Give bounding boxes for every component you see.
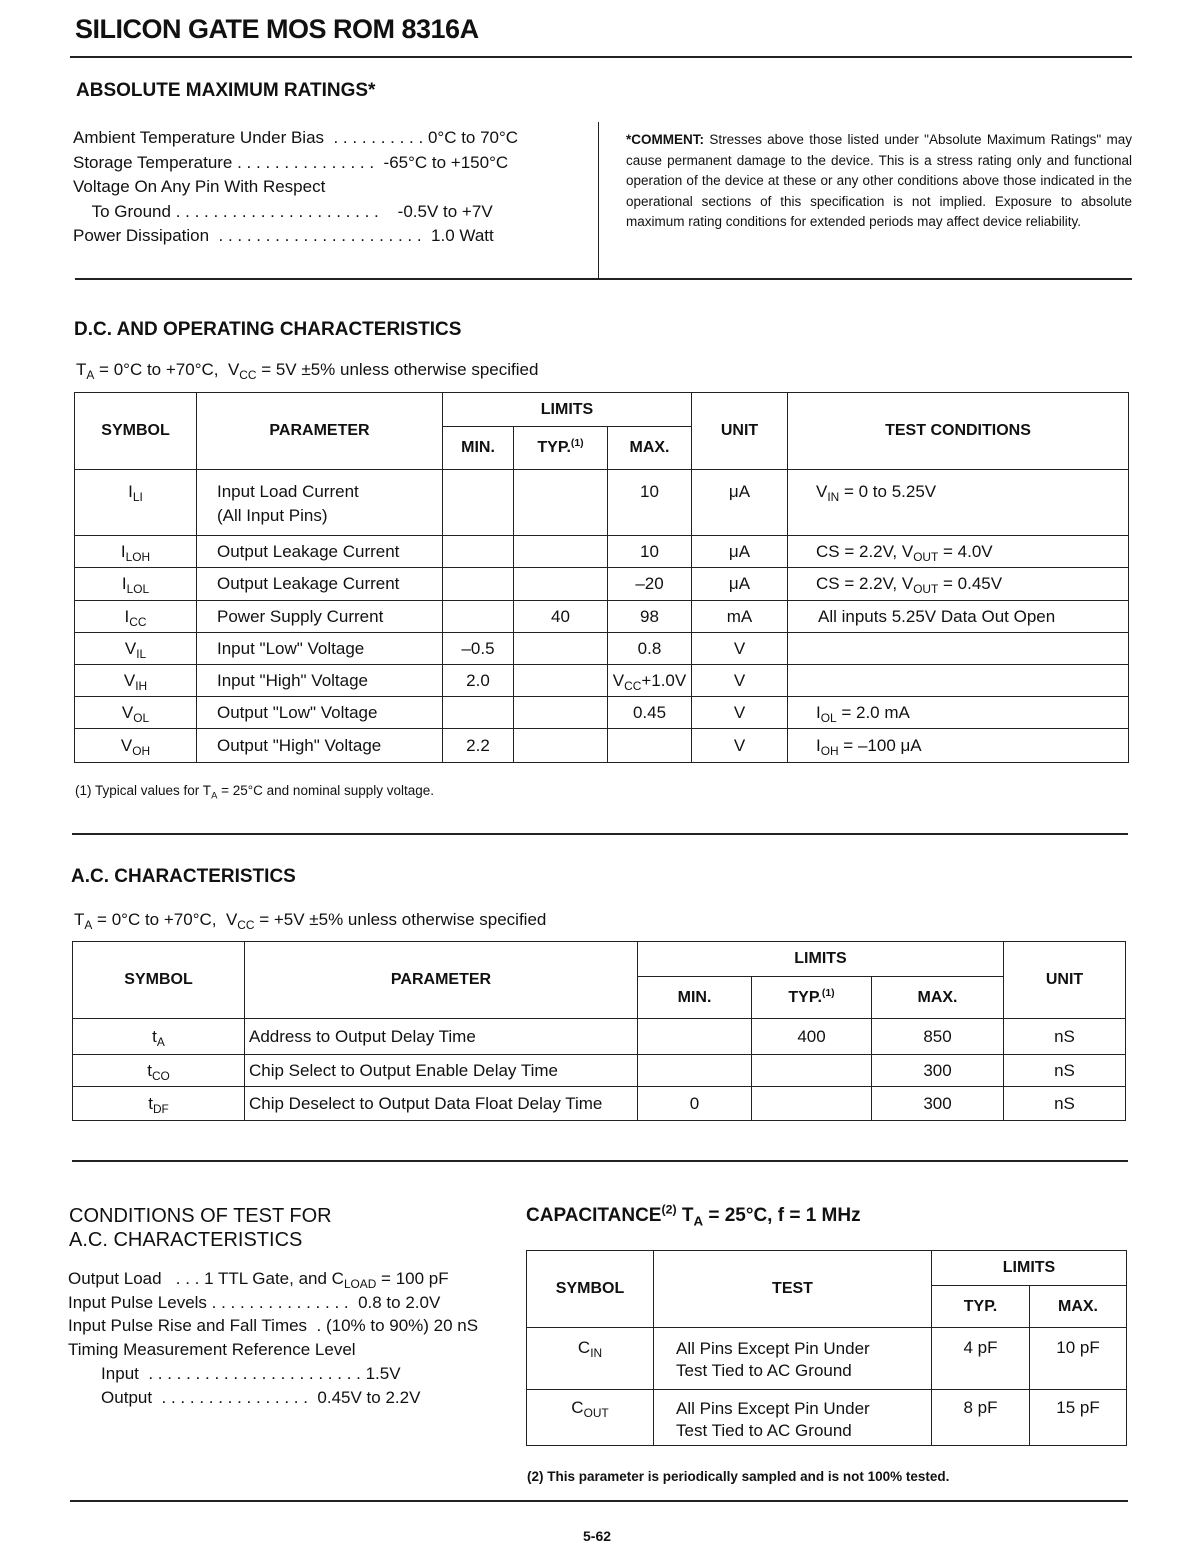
table-row <box>527 1390 1127 1446</box>
ac-col-parameter: PARAMETER <box>245 942 638 1019</box>
ac-min <box>638 1019 752 1055</box>
dc-unit: μA <box>692 536 788 568</box>
dc-sym: $V_{OL}$ <box>75 697 197 729</box>
dc-typ <box>514 536 608 568</box>
cap-col-max: MAX. <box>1030 1286 1127 1328</box>
ac-min <box>638 1055 752 1087</box>
dc-max: 98 <box>608 601 692 633</box>
abs-max-comment <box>626 130 1132 233</box>
dc-sym: $I_{LOL}$ <box>75 568 197 601</box>
dc-param: Output Leakage Current <box>197 536 443 568</box>
ac-unit: nS <box>1004 1019 1126 1055</box>
dc-min <box>443 568 514 601</box>
ac-param: Chip Select to Output Enable Delay Time <box>245 1055 638 1087</box>
dc-sym: $V_{IH}$ <box>75 665 197 697</box>
ac-max: 300 <box>872 1055 1004 1087</box>
table-row <box>75 665 1129 697</box>
test-cond-line: Input Pulse Levels . . . . . . . . . . . . . . . 0.8 to 2.0V <box>68 1292 441 1312</box>
abs-max-list <box>73 126 518 249</box>
dc-footnote: (1) Typical values for $T_A = 25^\circ C$ and nominal supply voltage. <box>75 783 435 802</box>
dc-col-unit: UNIT <box>692 393 788 470</box>
abs-max-line: To Ground . . . . . . . . . . . . . . . . . . . . . . -0.5V to +7V <box>73 201 493 221</box>
abs-max-divider <box>598 122 599 278</box>
dc-sym: $V_{IL}$ <box>75 633 197 665</box>
dc-min: 2.2 <box>443 729 514 763</box>
dc-sym: $V_{OH}$ <box>75 729 197 763</box>
dc-test: All inputs 5.25V Data Out Open <box>788 601 1129 633</box>
cap-col-limits: LIMITS <box>932 1251 1127 1286</box>
test-cond-line: Input . . . . . . . . . . . . . . . . . . . . . . . 1.5V <box>68 1363 401 1383</box>
dc-table <box>74 392 1129 763</box>
ac-unit: nS <box>1004 1055 1126 1087</box>
dc-unit: V <box>692 665 788 697</box>
page-number: 5-62 <box>583 1528 612 1544</box>
table-row <box>73 1087 1126 1121</box>
ac-unit: nS <box>1004 1087 1126 1121</box>
dc-unit: V <box>692 729 788 763</box>
ac-col-typ: TYP.$^{(1)}$ <box>752 977 872 1019</box>
comment-text: Stresses above those listed under "Absolute Maximum Ratings" may cause permanent damage to the device. This is a stress rating only and functional operation of the device at these or any other conditions above those indicated in the operational sections of this specification is not implied. Exposure to absolute maximum rating conditions for extended periods may affect device reliability. <box>626 132 1132 229</box>
ac-typ <box>752 1055 872 1087</box>
dc-col-typ: TYP.$^{(1)}$ <box>514 427 608 470</box>
dc-sym: $I_{CC}$ <box>75 601 197 633</box>
dc-test <box>788 633 1129 665</box>
cap-sym: $C_{OUT}$ <box>527 1390 654 1446</box>
dc-col-max: MAX. <box>608 427 692 470</box>
dc-sym: $I_{LI}$ <box>75 470 197 536</box>
dc-max: 10 <box>608 536 692 568</box>
dc-min: –0.5 <box>443 633 514 665</box>
dc-max <box>608 729 692 763</box>
dc-test: $I_{OL} = 2.0$ mA <box>788 697 1129 729</box>
dc-typ <box>514 633 608 665</box>
table-row <box>75 601 1129 633</box>
ac-heading: A.C. CHARACTERISTICS <box>71 866 296 887</box>
dc-max: 0.8 <box>608 633 692 665</box>
dc-param: Input "Low" Voltage <box>197 633 443 665</box>
dc-min <box>443 601 514 633</box>
abs-max-line: Ambient Temperature Under Bias . . . . . . . . . . 0°C to 70°C <box>73 128 519 147</box>
dc-col-symbol: SYMBOL <box>75 393 197 470</box>
dc-param: Output "High" Voltage <box>197 729 443 763</box>
dc-unit: μA <box>692 568 788 601</box>
table-row <box>73 1055 1126 1087</box>
ac-col-max: MAX. <box>872 977 1004 1019</box>
ac-conditions: $T_A = 0^\circ C$ to +70°C, $V_{CC} = +5V \pm 5\%$ unless otherwise specified <box>74 910 547 933</box>
dc-typ <box>514 470 608 536</box>
cap-max: 10 pF <box>1030 1328 1127 1390</box>
section-rule <box>72 833 1128 835</box>
title-rule <box>70 56 1132 58</box>
dc-param: Output Leakage Current <box>197 568 443 601</box>
test-cond-heading: CONDITIONS OF TEST FOR A.C. CHARACTERISTICS <box>69 1205 332 1251</box>
ac-param: Chip Deselect to Output Data Float Delay Time <box>245 1087 638 1121</box>
cap-test: All Pins Except Pin Under Test Tied to AC Ground <box>654 1328 932 1390</box>
ac-typ: 400 <box>752 1019 872 1055</box>
cap-sym: $C_{IN}$ <box>527 1328 654 1390</box>
dc-test: $V_{IN} = 0$ to 5.25V <box>788 470 1129 536</box>
table-row <box>73 1019 1126 1055</box>
table-row <box>527 1328 1127 1390</box>
table-row <box>75 633 1129 665</box>
abs-max-heading: ABSOLUTE MAXIMUM RATINGS* <box>76 80 376 101</box>
dc-unit: V <box>692 697 788 729</box>
cap-table <box>526 1250 1127 1446</box>
test-cond-line: Output . . . . . . . . . . . . . . . . 0.45V to 2.2V <box>68 1387 421 1407</box>
dc-min: 2.0 <box>443 665 514 697</box>
dc-conditions: $T_A = 0^\circ C$ to +70°C, $V_{CC} = 5V \pm 5\%$ unless otherwise specified <box>76 360 539 383</box>
ac-table <box>72 941 1126 1121</box>
table-row <box>75 470 1129 536</box>
dc-max: –20 <box>608 568 692 601</box>
dc-unit: mA <box>692 601 788 633</box>
dc-max: 10 <box>608 470 692 536</box>
cap-test: All Pins Except Pin Under Test Tied to AC Ground <box>654 1390 932 1446</box>
dc-heading: D.C. AND OPERATING CHARACTERISTICS <box>74 319 462 340</box>
cap-typ: 8 pF <box>932 1390 1030 1446</box>
dc-param: Input Load Current (All Input Pins) <box>197 470 443 536</box>
dc-test: $I_{OH} = -100$ μA <box>788 729 1129 763</box>
dc-param: Input "High" Voltage <box>197 665 443 697</box>
dc-col-test: TEST CONDITIONS <box>788 393 1129 470</box>
bottom-rule <box>70 1500 1128 1502</box>
dc-typ <box>514 568 608 601</box>
cap-col-typ: TYP. <box>932 1286 1030 1328</box>
cap-col-test: TEST <box>654 1251 932 1328</box>
cap-max: 15 pF <box>1030 1390 1127 1446</box>
table-row <box>75 697 1129 729</box>
dc-param: Output "Low" Voltage <box>197 697 443 729</box>
comment-label: *COMMENT: <box>626 132 704 147</box>
table-row <box>75 536 1129 568</box>
ac-sym: $t_{DF}$ <box>73 1087 245 1121</box>
ac-col-unit: UNIT <box>1004 942 1126 1019</box>
abs-max-line: Storage Temperature . . . . . . . . . . . . . . . -65°C to +150°C <box>73 152 509 172</box>
ac-param: Address to Output Delay Time <box>245 1019 638 1055</box>
ac-min: 0 <box>638 1087 752 1121</box>
ac-col-min: MIN. <box>638 977 752 1019</box>
dc-col-min: MIN. <box>443 427 514 470</box>
test-cond-line: Timing Measurement Reference Level <box>68 1340 356 1360</box>
table-row <box>75 568 1129 601</box>
test-cond-list <box>68 1267 478 1409</box>
dc-typ <box>514 665 608 697</box>
dc-max: $V_{CC}+1.0V$ <box>608 665 692 697</box>
cap-footnote: (2) This parameter is periodically sampled and is not 100% tested. <box>527 1469 950 1484</box>
ac-col-limits: LIMITS <box>638 942 1004 977</box>
dc-test <box>788 665 1129 697</box>
page-title: SILICON GATE MOS ROM 8316A <box>75 14 479 44</box>
cap-typ: 4 pF <box>932 1328 1030 1390</box>
dc-typ <box>514 697 608 729</box>
cap-col-symbol: SYMBOL <box>527 1251 654 1328</box>
ac-sym: $t_A$ <box>73 1019 245 1055</box>
dc-typ <box>514 729 608 763</box>
ac-typ <box>752 1087 872 1121</box>
dc-col-parameter: PARAMETER <box>197 393 443 470</box>
dc-typ: 40 <box>514 601 608 633</box>
section-rule <box>75 278 1132 280</box>
dc-test: CS = 2.2V, $V_{OUT} = 4.0V$ <box>788 536 1129 568</box>
test-cond-line: Output Load . . . 1 TTL Gate, and $C_{LOAD} = 100$ pF <box>68 1269 449 1292</box>
dc-max: 0.45 <box>608 697 692 729</box>
dc-min <box>443 470 514 536</box>
dc-param: Power Supply Current <box>197 601 443 633</box>
test-cond-line: Input Pulse Rise and Fall Times . (10% to 90%) 20 nS <box>68 1316 479 1336</box>
abs-max-line: Voltage On Any Pin With Respect <box>73 177 326 196</box>
ac-max: 850 <box>872 1019 1004 1055</box>
section-rule <box>72 1160 1128 1162</box>
dc-unit: V <box>692 633 788 665</box>
dc-min <box>443 697 514 729</box>
dc-min <box>443 536 514 568</box>
dc-test: CS = 2.2V, $V_{OUT} = 0.45V$ <box>788 568 1129 601</box>
ac-sym: $t_{CO}$ <box>73 1055 245 1087</box>
table-row <box>75 729 1129 763</box>
ac-col-symbol: SYMBOL <box>73 942 245 1019</box>
dc-unit: μA <box>692 470 788 536</box>
abs-max-line: Power Dissipation . . . . . . . . . . . . . . . . . . . . . . 1.0 Watt <box>73 226 494 245</box>
ac-max: 300 <box>872 1087 1004 1121</box>
cap-heading: CAPACITANCE$^{(2)}$ $T_A = 25^\circ C$, f = 1 MHz <box>526 1202 861 1229</box>
dc-col-limits: LIMITS <box>443 393 692 427</box>
dc-sym: $I_{LOH}$ <box>75 536 197 568</box>
